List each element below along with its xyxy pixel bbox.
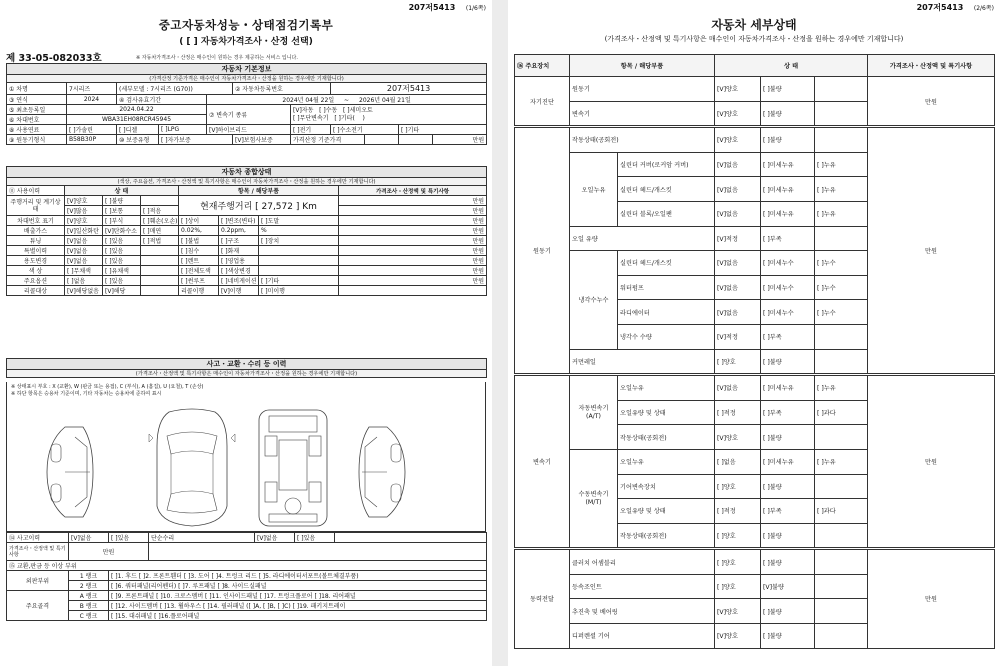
summary-s1: [V]일산화탄 — [65, 226, 103, 236]
overall-condition-note: (색상, 주요옵션, 가격조사・산정액 및 특기사항은 매수인이 자동차가격조사・산정을 원하는 경우에만 기재합니다) — [7, 178, 487, 186]
value-car-name: 7시리즈 — [67, 83, 117, 95]
t1-s3: [ ]누유 — [815, 376, 868, 401]
summary-s6: % — [259, 226, 339, 236]
fuel-other: [ ]기타 — [399, 125, 487, 135]
summary-price: 만원 — [339, 226, 487, 236]
fuel-hydrogen: [ ]수소전기 — [331, 125, 399, 135]
value-reg-number: 207저5413 — [331, 83, 487, 95]
summary-s2: [V]탄화수소 — [103, 226, 141, 236]
label-engine-type: ⑨ 원동기형식 — [7, 135, 67, 145]
outer-rank-2-parts: [ ]6. 쿼터패널(리어펜더) [ ]7. 루프패널 [ ]8. 사이드실패널 — [109, 581, 487, 591]
t7-s3 — [815, 523, 868, 548]
summary-label: 차대번호 표기 — [7, 216, 65, 226]
e5-item: 오일 유량 — [570, 226, 715, 251]
e5-s2: [ ]부족 — [761, 226, 815, 251]
e3-s1: [V]없음 — [715, 177, 761, 202]
summary-price: 만원 — [339, 246, 487, 256]
e9-s1: [V]적정 — [715, 324, 761, 349]
fuel-diesel: [ ]디젤 — [117, 125, 159, 135]
summary-s5: 0.2ppm, — [219, 226, 259, 236]
header-condition: 상 태 — [65, 186, 179, 196]
repair-yes: [ ]있음 — [295, 533, 335, 543]
t7-item: 작동상태(공회전) — [618, 523, 715, 548]
accident-history-header — [6, 358, 487, 378]
e2-item: 실린더 커버(로커암 커버) — [618, 152, 715, 177]
summary-s3: [ ]적법 — [141, 236, 179, 246]
value-first-registration: 2024.04.22 — [67, 105, 207, 115]
summary-label: 용도변경 — [7, 256, 65, 266]
power-price: 만원 — [868, 550, 995, 648]
trans-semi-auto: [ ]세미오토 — [343, 106, 373, 114]
trans-manual: [ ]수동 — [319, 106, 338, 114]
summary-price — [339, 286, 487, 296]
p3-item: 추진축 및 베어링 — [570, 599, 715, 624]
p4-item: 디퍼렌셜 기어 — [570, 624, 715, 649]
summary-s3: [ ]훼손(오손) — [141, 216, 179, 226]
summary-price: 만원 — [339, 216, 487, 226]
p4-s2: [ ]불량 — [761, 624, 815, 649]
mileage-normal: [ ]보통 — [103, 206, 141, 216]
base-price-blank — [365, 135, 399, 145]
summary-s4: [ ]렌트 — [179, 256, 219, 266]
t1-item: 오일누유 — [618, 376, 715, 401]
outer-rank-2: 2 랭크 — [69, 581, 109, 591]
car-left-side-diagram — [35, 422, 105, 522]
t3-s3 — [815, 425, 868, 450]
inspection-record-page-1 — [0, 0, 492, 666]
summary-s5: [V]이행 — [219, 286, 259, 296]
sd1-s2: [ ]불량 — [761, 77, 815, 102]
certificate-number: 제 33-05-082033호 — [6, 53, 102, 64]
current-mileage: 현재주행거리 [ 27,572 ] Km — [179, 196, 339, 216]
car-top-view-diagram — [147, 406, 237, 530]
label-transmission-type: ⑦ 변속기 종류 — [207, 105, 291, 125]
summary-s2: [ ]있음 — [103, 246, 141, 256]
detail-condition-table — [514, 54, 995, 649]
e1-s3 — [815, 128, 868, 153]
e1-s2: [ ]불량 — [761, 128, 815, 153]
damage-diagram — [6, 382, 486, 532]
t5-s2: [ ]불량 — [761, 474, 815, 499]
engine-price: 만원 — [868, 128, 995, 374]
summary-s1: [V]없음 — [65, 246, 103, 256]
trans-cvt: [ ]무단변속기 — [293, 114, 329, 122]
accident-details-table — [6, 532, 487, 621]
header-price-remarks: 가격조사・산정액 및 특기사항 — [868, 55, 995, 77]
e2-s3: [ ]누유 — [815, 152, 868, 177]
accident-heading: 사고・교환・수리 등 이력 — [7, 359, 487, 370]
e7-item: 워터펌프 — [618, 275, 715, 300]
t3-s1: [V]양호 — [715, 425, 761, 450]
summary-s5: [ ]구조 — [219, 236, 259, 246]
t1-s2: [ ]미세누유 — [761, 376, 815, 401]
t3-item: 작동상태(공회전) — [618, 425, 715, 450]
p3-s3 — [815, 599, 868, 624]
header-item-part: 항목 / 해당부품 — [570, 55, 715, 77]
t3-s2: [ ]불량 — [761, 425, 815, 450]
summary-s3 — [141, 246, 179, 256]
mileage-many: [V]많음 — [65, 206, 103, 216]
t2-s2: [ ]부족 — [761, 400, 815, 425]
e7-s1: [V]없음 — [715, 275, 761, 300]
summary-s5: [ ]영업용 — [219, 256, 259, 266]
page-number-2: (2/6쪽) — [973, 5, 994, 12]
validity-end: 2026년 04월 21일 — [359, 97, 411, 104]
label-model-year: ③ 연식 — [7, 95, 67, 105]
t2-s3: [ ]과다 — [815, 400, 868, 425]
t4-s1: [ ]없음 — [715, 449, 761, 474]
overall-condition-heading: 자동차 종합상태 — [7, 167, 487, 178]
frame-rank-c-parts: [ ]15. 대쉬패널 [ ]16.플로어패널 — [109, 611, 487, 621]
base-price-unit: 만원 — [433, 135, 487, 145]
summary-s3 — [141, 286, 179, 296]
summary-s4: [ ]상이 — [179, 216, 219, 226]
summary-row — [7, 236, 487, 246]
overall-condition-table — [6, 166, 487, 296]
summary-rows — [7, 216, 487, 296]
e6-s2: [ ]미세누수 — [761, 251, 815, 276]
summary-row — [7, 266, 487, 276]
summary-s4: [ ]전체도색 — [179, 266, 219, 276]
summary-s3 — [141, 256, 179, 266]
p1-s3 — [815, 550, 868, 575]
e8-item: 라디에이터 — [618, 300, 715, 325]
summary-s6 — [259, 246, 339, 256]
accident-none: [V]없음 — [69, 533, 109, 543]
summary-label: 색 상 — [7, 266, 65, 276]
p4-s1: [V]양호 — [715, 624, 761, 649]
e6-s1: [V]없음 — [715, 251, 761, 276]
sd2-s2: [ ]불량 — [761, 101, 815, 126]
e10-s1: [ ]양호 — [715, 349, 761, 374]
summary-s4: [ ]침수 — [179, 246, 219, 256]
summary-s4: 0.02%, — [179, 226, 219, 236]
summary-row — [7, 216, 487, 226]
certificate-note: ※ 자동차가격조사・산정은 매수인이 원하는 경우 제공하는 서비스 입니다. — [136, 55, 298, 61]
t5-s3 — [815, 474, 868, 499]
value-transmission-type — [291, 105, 487, 125]
validity-start: 2024년 04월 22일 — [282, 97, 335, 104]
e1-item: 작동상태(공회전) — [570, 128, 715, 153]
e6-item: 실린더 헤드/개스킷 — [618, 251, 715, 276]
summary-label: 주요옵션 — [7, 276, 65, 286]
e4-s3: [ ]누유 — [815, 201, 868, 226]
car-right-side-diagram — [347, 422, 417, 522]
summary-s3: [ ]매연 — [141, 226, 179, 236]
header-usage-history: ⑪ 사용이력 — [7, 186, 65, 196]
e9-s3 — [815, 324, 868, 349]
p3-s1: [V]양호 — [715, 599, 761, 624]
label-accident-history: ⑭ 사고이력 — [7, 533, 69, 543]
summary-row — [7, 256, 487, 266]
t6-s3: [ ]과다 — [815, 499, 868, 524]
frame-rank-a: A 랭크 — [69, 591, 109, 601]
summary-label: 특별이력 — [7, 246, 65, 256]
summary-s4: [ ]불법 — [179, 236, 219, 246]
basic-info-note: (가격산정 기준가격은 매수인이 자동차가격조사・산정을 원하는 경우에만 기재합니다) — [7, 75, 487, 83]
trans-price: 만원 — [868, 376, 995, 548]
label-simple-repair: 단순수리 — [149, 533, 255, 543]
diagram-legend — [11, 384, 204, 398]
t2-s1: [ ]적정 — [715, 400, 761, 425]
mileage-price-1: 만원 — [339, 196, 487, 206]
e10-s2: [ ]불량 — [761, 349, 815, 374]
plate-number: 207저5413 — [408, 3, 456, 12]
legend-symbols: ※ 상태표시 부호 : X (교환), W (판금 또는 용접), C (부식), A (흠집), U (요철), T (손상) — [11, 384, 204, 390]
value-sub-model: (세부모델 : 7시리즈 (G70)) — [117, 83, 233, 95]
fuel-hybrid: [V]하이브리드 — [207, 125, 291, 135]
group-engine: 원동기 — [515, 128, 570, 374]
e4-item: 실린더 블록/오일팬 — [618, 201, 715, 226]
summary-label: 리콜대상 — [7, 286, 65, 296]
accident-price-unit: 만원 — [69, 543, 149, 561]
p4-s3 — [815, 624, 868, 649]
p1-item: 클러치 어셈블리 — [570, 550, 715, 575]
e5-s3 — [815, 226, 868, 251]
accident-price-blank — [149, 543, 487, 561]
summary-s2: [V]해당 — [103, 286, 141, 296]
group-engine-oil-leak: 오일누유 — [570, 152, 618, 226]
summary-s5: [ ]변조(변타) — [219, 216, 259, 226]
e9-s2: [ ]부족 — [761, 324, 815, 349]
mileage-few: [ ]적음 — [141, 206, 179, 216]
summary-s1: [V]없음 — [65, 236, 103, 246]
label-vin: ⑥ 차대번호 — [7, 115, 67, 125]
summary-s3 — [141, 266, 179, 276]
t4-s2: [ ]미세누유 — [761, 449, 815, 474]
basic-info-table — [6, 63, 487, 145]
p1-s1: [ ]양호 — [715, 550, 761, 575]
summary-s2: [ ]있음 — [103, 256, 141, 266]
p1-s2: [ ]불량 — [761, 550, 815, 575]
label-mileage: 주행거리 및 계기상태 — [7, 196, 65, 216]
group-transmission: 변속기 — [515, 376, 570, 548]
document-title: 중고자동차성능・상태점검기록부 — [158, 18, 334, 32]
sd2-s3 — [815, 101, 868, 126]
summary-s6: [ ]도말 — [259, 216, 339, 226]
t7-s1: [ ]양호 — [715, 523, 761, 548]
label-accident-price: 가격조사・산정액 및 특기사항 — [7, 543, 69, 561]
validity-sep: ~ — [344, 97, 350, 104]
sd-price: 만원 — [868, 77, 995, 126]
frame-rank-a-parts: [ ]9. 프론트패널 [ ]10. 크로스멤버 [ ]11. 인사이드패널 [ ]17. 트렁크플로어 [ ]18. 리어패널 — [109, 591, 487, 601]
summary-s1: [ ]무채색 — [65, 266, 103, 276]
summary-price: 만원 — [339, 236, 487, 246]
e10-item: 커먼레일 — [570, 349, 715, 374]
e7-s2: [ ]미세누수 — [761, 275, 815, 300]
repair-none: [V]없음 — [255, 533, 295, 543]
summary-s3 — [141, 276, 179, 286]
value-engine-type: B58B30P — [67, 135, 117, 145]
inspection-record-page-2 — [508, 0, 1000, 666]
label-base-price: 가격산정 기준가격 — [291, 135, 365, 145]
sd1-item: 원동기 — [570, 77, 715, 102]
summary-s1: [V]해당없음 — [65, 286, 103, 296]
summary-s2: [ ]있음 — [103, 236, 141, 246]
summary-s1: [V]없음 — [65, 256, 103, 266]
value-vin: WBA31EH08RCR45945 — [67, 115, 207, 125]
e8-s1: [V]없음 — [715, 300, 761, 325]
e1-s1: [V]양호 — [715, 128, 761, 153]
p2-item: 등속조인트 — [570, 574, 715, 599]
summary-s1: [ ]없음 — [65, 276, 103, 286]
summary-s2: [ ]유채색 — [103, 266, 141, 276]
summary-s4: 리콜이행 — [179, 286, 219, 296]
trans-auto: [V]자동 — [293, 106, 314, 114]
detail-subtitle: (가격조사・산정액 및 특기사항은 매수인이 자동차가격조사・산정을 원하는 경우에만 기재합니다) — [604, 35, 904, 43]
fuel-gasoline: [ ]가솔린 — [67, 125, 117, 135]
value-model-year: 2024 — [67, 95, 117, 105]
frame-rank-b: B 랭크 — [69, 601, 109, 611]
e3-s2: [ ]미세누유 — [761, 177, 815, 202]
plate-reference — [409, 2, 486, 13]
sd1-s1: [V]양호 — [715, 77, 761, 102]
e9-item: 냉각수 수량 — [618, 324, 715, 349]
t7-s2: [ ]불량 — [761, 523, 815, 548]
label-inspection-validity: ④ 검사유효기간 — [117, 95, 207, 105]
fuel-electric: [ ]전기 — [291, 125, 331, 135]
detail-title: 자동차 세부상태 — [711, 18, 797, 32]
frame-rank-c: C 랭크 — [69, 611, 109, 621]
plate-reference-2 — [917, 2, 994, 13]
label-car-name: ① 차명 — [7, 83, 67, 95]
e3-s3: [ ]누유 — [815, 177, 868, 202]
page-gutter — [492, 0, 508, 666]
label-fuel: ⑧ 사용연료 — [7, 125, 67, 135]
base-price-blank-2 — [399, 135, 433, 145]
summary-row — [7, 226, 487, 236]
summary-price: 만원 — [339, 266, 487, 276]
e10-s3 — [815, 349, 868, 374]
t5-s1: [ ]양호 — [715, 474, 761, 499]
document-subtitle: ( [ ] 자동차가격조사・산정 선택) — [179, 37, 313, 47]
e2-s1: [V]없음 — [715, 152, 761, 177]
header-state: 상 태 — [715, 55, 868, 77]
fuel-lpg: [ ]LPG — [159, 125, 207, 135]
e2-s2: [ ]미세누유 — [761, 152, 815, 177]
summary-s2: [ ]부식 — [103, 216, 141, 226]
label-warranty-type: ⑩ 보증유형 — [117, 135, 159, 145]
e6-s3: [ ]누수 — [815, 251, 868, 276]
t1-s1: [V]없음 — [715, 376, 761, 401]
summary-row — [7, 286, 487, 296]
group-power-transmission: 동력전달 — [515, 550, 570, 648]
plate-number-2: 207저5413 — [916, 3, 964, 12]
sd2-s1: [V]양호 — [715, 101, 761, 126]
header-main-device: ⑯ 주요장치 — [515, 55, 570, 77]
page-number: (1/6쪽) — [465, 5, 486, 12]
basic-info-heading: 자동차 기본정보 — [7, 64, 487, 75]
mileage-blank — [141, 196, 179, 206]
label-abnormal-parts: ⑮ 교환,판금 등 이상 부위 — [7, 561, 487, 571]
summary-s6: [ ]장치 — [259, 236, 339, 246]
label-outer-panels: 외판부위 — [7, 571, 69, 591]
sd1-s3 — [815, 77, 868, 102]
summary-s1: [V]양호 — [65, 216, 103, 226]
summary-label: 튜닝 — [7, 236, 65, 246]
trans-other-close: ) — [362, 114, 365, 122]
summary-s5: [ ]화재 — [219, 246, 259, 256]
e8-s2: [ ]미세누수 — [761, 300, 815, 325]
label-main-frame: 주요골격 — [7, 591, 69, 621]
e5-s1: [V]적정 — [715, 226, 761, 251]
summary-s5: [ ]네비게이션 — [219, 276, 259, 286]
e4-s2: [ ]미세누유 — [761, 201, 815, 226]
summary-s6 — [259, 266, 339, 276]
mileage-bad: [ ]불량 — [103, 196, 141, 206]
t6-s1: [ ]적정 — [715, 499, 761, 524]
summary-price: 만원 — [339, 276, 487, 286]
t5-item: 기어변속장치 — [618, 474, 715, 499]
p2-s3 — [815, 574, 868, 599]
label-first-registration: ⑤ 최초등록일 — [7, 105, 67, 115]
outer-rank-1-parts: [ ]1. 후드 [ ]2. 프론트휀더 [ ]3. 도어 [ ]4. 트렁크 리드 [ ]5. 라디에이터서포트(볼트체결부품) — [109, 571, 487, 581]
p2-s2: [V]불량 — [761, 574, 815, 599]
summary-label: 배출가스 — [7, 226, 65, 236]
summary-row — [7, 276, 487, 286]
group-manual-trans: 수동변속기 (M/T) — [570, 449, 618, 547]
summary-s4: [ ]썬루프 — [179, 276, 219, 286]
mileage-good: [V]양호 — [65, 196, 103, 206]
t6-s2: [ ]부족 — [761, 499, 815, 524]
p2-s1: [ ]양호 — [715, 574, 761, 599]
mileage-price-2: 만원 — [339, 206, 487, 216]
outer-rank-1: 1 랭크 — [69, 571, 109, 581]
accident-note: (가격조사・산정액 및 특기사항은 매수인이 자동차가격조사・산정을 원하는 경우에만 기재합니다) — [7, 370, 487, 378]
t4-item: 오일누유 — [618, 449, 715, 474]
e4-s1: [V]없음 — [715, 201, 761, 226]
summary-row — [7, 246, 487, 256]
header-item-parts: 항목 / 해당부품 — [179, 186, 339, 196]
legend-note: ※ 하단 항목은 승용차 기준이며, 기타 자동차는 승용차에 준하여 표시 — [11, 391, 162, 397]
summary-s6 — [259, 256, 339, 266]
group-self-diagnosis: 자기진단 — [515, 77, 570, 126]
group-coolant-leak: 냉각수누수 — [570, 251, 618, 349]
t2-item: 오일유량 및 상태 — [618, 400, 715, 425]
summary-s6: [ ]미이행 — [259, 286, 339, 296]
t4-s3: [ ]누유 — [815, 449, 868, 474]
e8-s3: [ ]누수 — [815, 300, 868, 325]
warranty-self: [ ]자가보증 — [159, 135, 233, 145]
e7-s3: [ ]누수 — [815, 275, 868, 300]
accident-yes: [ ]있음 — [109, 533, 149, 543]
value-inspection-validity — [207, 95, 487, 105]
p3-s2: [ ]불량 — [761, 599, 815, 624]
trans-other: [ ]기타( — [334, 114, 355, 122]
header-price-notes: 가격조사・산정액 및 특기사항 — [339, 186, 487, 196]
summary-s5: [ ]색상변경 — [219, 266, 259, 276]
label-reg-number: ② 자동차등록번호 — [233, 83, 331, 95]
summary-price: 만원 — [339, 256, 487, 266]
e3-item: 실린더 헤드/개스킷 — [618, 177, 715, 202]
car-frame-diagram — [251, 406, 335, 530]
summary-s2: [ ]있음 — [103, 276, 141, 286]
accident-blank — [335, 533, 487, 543]
frame-rank-b-parts: [ ]12. 사이드멤버 [ ]13. 휠하우스 [ ]14. 필러패널 ([ ]A, [ ]B, [ ]C) [ ]19. 패키지트레이 — [109, 601, 487, 611]
group-auto-trans: 자동변속기 (A/T) — [570, 376, 618, 450]
summary-s6: [ ]기타 — [259, 276, 339, 286]
t6-item: 오일유량 및 상태 — [618, 499, 715, 524]
warranty-insurer: [V]보험사보증 — [233, 135, 291, 145]
sd2-item: 변속기 — [570, 101, 715, 126]
